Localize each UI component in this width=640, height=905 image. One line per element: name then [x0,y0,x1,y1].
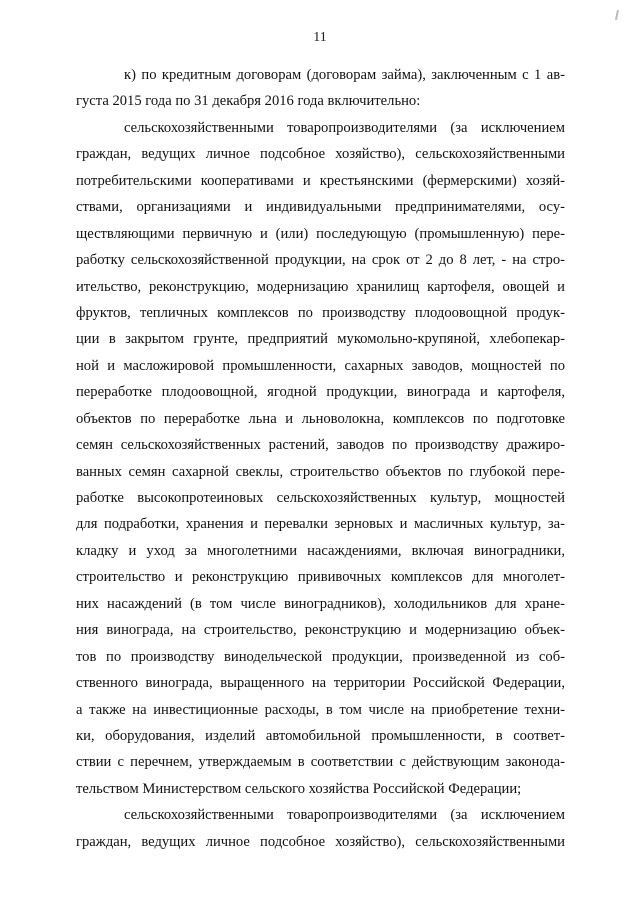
text-line: ния винограда, на строительство, реконструкцию и модернизацию объек- [76,622,565,639]
text-line: сельскохозяйственными товаропроизводителями (за исключением [124,119,565,136]
text-line: объектов по переработке льна и льноволокна, комплексов по подготовке [76,410,565,427]
text-line: работке высокопротеиновых сельскохозяйственных культур, мощностей [76,490,565,506]
text-line: работку сельскохозяйственной продукции, на срок от 2 до 8 лет, - на стро- [76,252,565,269]
text-line: ительство, реконструкцию, модернизацию хранилищ картофеля, овощей и [76,278,565,295]
text-line: ванных семян сахарной свеклы, строительство объектов по глубокой пере- [76,463,565,480]
text-line: сельскохозяйственными товаропроизводителями (за исключением [124,807,565,824]
text-line: густа 2015 года по 31 декабря 2016 года включительно: [76,93,421,110]
text-line: них насаждений (в том числе виноградников), холодильников для хране- [76,595,565,612]
page-number: 11 [313,30,327,45]
text-line: для подработки, хранения и перевалки зерновых и масличных культур, за- [76,516,565,533]
text-line: ции в закрытом грунте, предприятий мукомольно-крупяной, хлебопекар- [76,331,565,348]
scan-mark [615,10,619,20]
text-line: фруктов, тепличных комплексов по производству плодоовощной продук- [76,304,565,321]
text-line: семян сельскохозяйственных растений, заводов по производству дражиро- [76,437,565,454]
text-line: ществляющими первичную и (или) последующую (промышленную) пере- [76,225,565,242]
text-line: ной и масложировой промышленности, сахарных заводов, мощностей по [76,357,565,374]
text-line: тельством Министерством сельского хозяйства Российской Федерации; [76,780,522,797]
text-line: граждан, ведущих личное подсобное хозяйство), сельскохозяйственными [76,833,565,850]
text-line: а также на инвестиционные расходы, в том числе на приобретение техни- [76,701,565,718]
text-line: тов по производству винодельческой продукции, произведенной из соб- [76,648,565,665]
text-line: строительство и реконструкцию прививочных комплексов для многолет- [76,569,565,586]
text-line: граждан, ведущих личное подсобное хозяйство), сельскохозяйственными [76,146,565,163]
text-line: ствами, организациями и индивидуальными предпринимателями, осу- [76,199,565,216]
text-line: ки, оборудования, изделий автомобильной промышленности, в соответ- [76,727,565,744]
text-line: ственного винограда, выращенного на территории Российской Федерации, [76,675,565,692]
body-text [76,62,565,855]
text-line: ствии с перечнем, утверждаемым в соответствии с действующим законода- [76,754,565,771]
text-line: кладку и уход за многолетними насаждениями, включая виноградники, [76,542,565,559]
text-line: потребительскими кооперативами и крестьянскими (фермерскими) хозяй- [76,172,565,189]
text-line: к) по кредитным договорам (договорам займа), заключенным с 1 ав- [124,67,565,83]
text-line: переработке плодоовощной, ягодной продукции, винограда и картофеля, [76,384,565,401]
